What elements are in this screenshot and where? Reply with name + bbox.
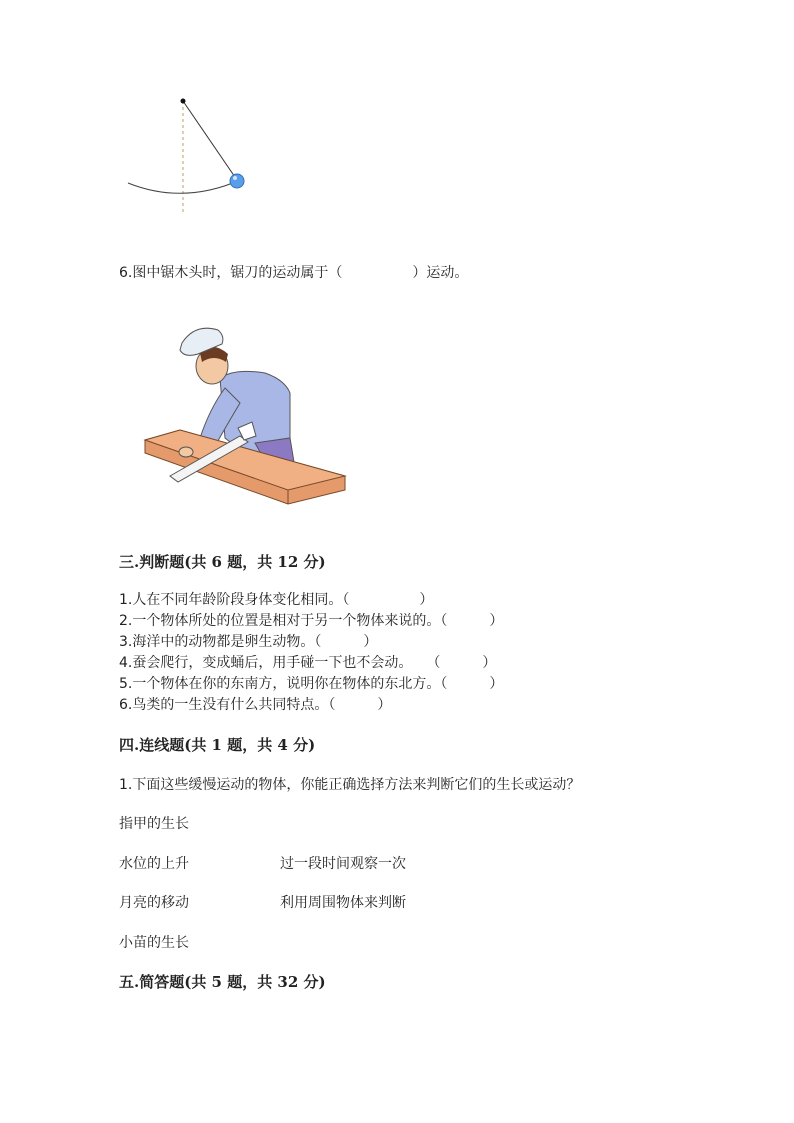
judge-item-2: 2.一个物体所处的位置是相对于另一个物体来说的。（ ） <box>119 613 504 629</box>
match-left-2: 水位的上升 <box>119 856 189 872</box>
section-4-title: 四.连线题(共 1 题，共 4 分) <box>119 736 316 754</box>
section-5-title: 五.简答题(共 5 题，共 32 分) <box>119 973 326 991</box>
sawing-man-illustration <box>140 318 380 518</box>
section-3-title: 三.判断题(共 6 题，共 12 分) <box>119 553 326 571</box>
match-left-1: 指甲的生长 <box>119 816 189 832</box>
match-right-1: 过一段时间观察一次 <box>280 856 406 872</box>
match-question: 1.下面这些缓慢运动的物体，你能正确选择方法来判断它们的生长或运动？ <box>119 777 581 793</box>
match-left-3: 月亮的移动 <box>119 895 189 911</box>
judge-item-3: 3.海洋中的动物都是卵生动物。（ ） <box>119 634 378 650</box>
match-right-2: 利用周围物体来判断 <box>280 895 406 911</box>
judge-item-4: 4.蚕会爬行，变成蛹后，用手碰一下也不会动。 （ ） <box>119 655 497 671</box>
judge-item-5: 5.一个物体在你的东南方，说明你在物体的东北方。（ ） <box>119 676 504 692</box>
match-left-4: 小苗的生长 <box>119 935 189 951</box>
question-6: 6.图中锯木头时，锯刀的运动属于（ ）运动。 <box>119 265 469 281</box>
judge-item-1: 1.人在不同年龄阶段身体变化相同。（ ） <box>119 592 434 608</box>
pendulum-figure <box>0 0 794 240</box>
judge-item-6: 6.鸟类的一生没有什么共同特点。（ ） <box>119 697 392 713</box>
